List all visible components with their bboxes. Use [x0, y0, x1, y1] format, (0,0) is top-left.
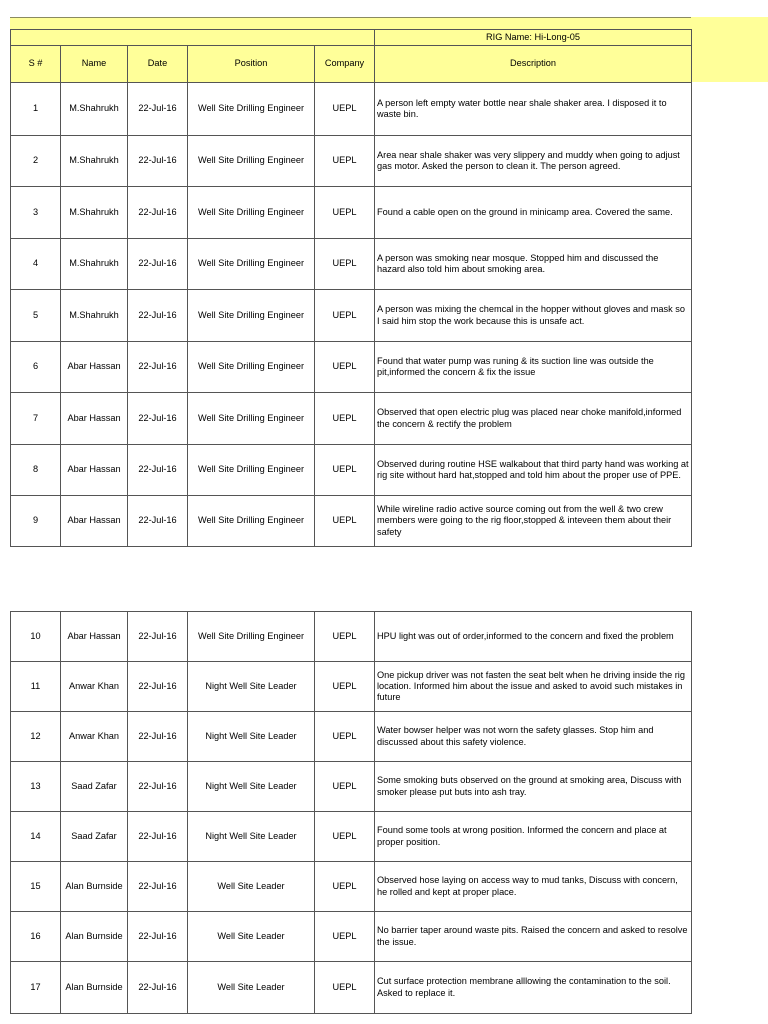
cell-date: 22-Jul-16: [128, 136, 188, 187]
cell-company: UEPL: [315, 962, 375, 1014]
cell-sno: 11: [11, 662, 61, 712]
col-header-sno: S #: [11, 46, 61, 83]
cell-sno: 17: [11, 962, 61, 1014]
cell-name: Saad Zafar: [61, 812, 128, 862]
table-row: [11, 239, 692, 290]
cell-company: UEPL: [315, 445, 375, 496]
rig-name: RIG Name: Hi-Long-05: [375, 30, 692, 46]
cell-description: Found some tools at wrong position. Informed the concern and place at proper position.: [375, 812, 692, 862]
col-header-date: Date: [128, 46, 188, 83]
cell-sno: 7: [11, 393, 61, 445]
cell-description: While wireline radio active source coming out from the well & two crew members were going to the rig floor,stopped & inteveen them about their safety: [375, 496, 692, 547]
cell-position: Well Site Leader: [188, 862, 315, 912]
cell-sno: 2: [11, 136, 61, 187]
cell-sno: 10: [11, 612, 61, 662]
cell-company: UEPL: [315, 762, 375, 812]
table-row: [11, 445, 692, 496]
cell-sno: 13: [11, 762, 61, 812]
cell-sno: 12: [11, 712, 61, 762]
cell-date: 22-Jul-16: [128, 342, 188, 393]
cell-company: UEPL: [315, 812, 375, 862]
cell-description: Found a cable open on the ground in minicamp area. Covered the same.: [375, 187, 692, 239]
cell-description: Observed hose laying on access way to mud tanks, Discuss with concern, he rolled and kept at proper place.: [375, 862, 692, 912]
cell-position: Well Site Drilling Engineer: [188, 290, 315, 342]
cell-date: 22-Jul-16: [128, 83, 188, 136]
table-row: [11, 962, 692, 1014]
cell-date: 22-Jul-16: [128, 187, 188, 239]
cell-company: UEPL: [315, 290, 375, 342]
cell-company: UEPL: [315, 83, 375, 136]
cell-name: Abar Hassan: [61, 612, 128, 662]
cell-sno: 3: [11, 187, 61, 239]
cell-company: UEPL: [315, 136, 375, 187]
cell-position: Well Site Drilling Engineer: [188, 239, 315, 290]
cell-company: UEPL: [315, 912, 375, 962]
cell-description: A person was smoking near mosque. Stopped him and discussed the hazard also told him about smoking area.: [375, 239, 692, 290]
cell-position: Well Site Drilling Engineer: [188, 445, 315, 496]
cell-position: Well Site Drilling Engineer: [188, 83, 315, 136]
cell-name: Anwar Khan: [61, 712, 128, 762]
cell-company: UEPL: [315, 662, 375, 712]
cell-name: Alan Burnside: [61, 912, 128, 962]
table-row: [11, 290, 692, 342]
cell-name: Anwar Khan: [61, 662, 128, 712]
col-header-company: Company: [315, 46, 375, 83]
cell-sno: 1: [11, 83, 61, 136]
table-row: [11, 762, 692, 812]
cell-sno: 6: [11, 342, 61, 393]
cell-sno: 8: [11, 445, 61, 496]
cell-date: 22-Jul-16: [128, 445, 188, 496]
table-row: [11, 342, 692, 393]
cell-date: 22-Jul-16: [128, 239, 188, 290]
cell-sno: 4: [11, 239, 61, 290]
table-row: [11, 912, 692, 962]
cell-name: Saad Zafar: [61, 762, 128, 812]
cell-description: A person left empty water bottle near shale shaker area. I disposed it to waste bin.: [375, 83, 692, 136]
table-row: [11, 187, 692, 239]
cell-date: 22-Jul-16: [128, 662, 188, 712]
col-header-position: Position: [188, 46, 315, 83]
cell-position: Well Site Drilling Engineer: [188, 187, 315, 239]
cell-description: Found that water pump was runing & its suction line was outside the pit,informed the concern & fix the issue: [375, 342, 692, 393]
cell-company: UEPL: [315, 393, 375, 445]
cell-description: HPU light was out of order,informed to the concern and fixed the problem: [375, 612, 692, 662]
cell-description: Observed that open electric plug was placed near choke manifold,informed the concern & rectify the problem: [375, 393, 692, 445]
cell-name: Abar Hassan: [61, 445, 128, 496]
table-row: [11, 83, 692, 136]
cell-position: Well Site Drilling Engineer: [188, 393, 315, 445]
table-row: [11, 496, 692, 547]
rig-header-blank: [11, 30, 375, 46]
cell-name: Abar Hassan: [61, 496, 128, 547]
table-row: [11, 612, 692, 662]
cell-date: 22-Jul-16: [128, 290, 188, 342]
cell-date: 22-Jul-16: [128, 962, 188, 1014]
col-header-name: Name: [61, 46, 128, 83]
cell-name: Alan Burnside: [61, 962, 128, 1014]
cell-name: M.Shahrukh: [61, 136, 128, 187]
cell-position: Well Site Leader: [188, 962, 315, 1014]
cell-date: 22-Jul-16: [128, 762, 188, 812]
cell-position: Well Site Drilling Engineer: [188, 342, 315, 393]
cell-sno: 14: [11, 812, 61, 862]
cell-description: No barrier taper around waste pits. Raised the concern and asked to resolve the issue.: [375, 912, 692, 962]
cell-name: Abar Hassan: [61, 342, 128, 393]
table-row: [11, 862, 692, 912]
cell-sno: 16: [11, 912, 61, 962]
cell-position: Well Site Drilling Engineer: [188, 496, 315, 547]
cell-description: Water bowser helper was not worn the safety glasses. Stop him and discussed about this safety violence.: [375, 712, 692, 762]
header-band-border: [10, 17, 691, 18]
cell-company: UEPL: [315, 496, 375, 547]
cell-description: Observed during routine HSE walkabout that third party hand was working at rig site without hard hat,stopped and told him about the proper use of PPE.: [375, 445, 692, 496]
cell-position: Night Well Site Leader: [188, 712, 315, 762]
cell-position: Night Well Site Leader: [188, 662, 315, 712]
header-row: [11, 46, 692, 83]
cell-description: Area near shale shaker was very slippery and muddy when going to adjust gas motor. Asked the person to clean it. The person agreed.: [375, 136, 692, 187]
cell-date: 22-Jul-16: [128, 496, 188, 547]
cell-sno: 9: [11, 496, 61, 547]
cell-sno: 5: [11, 290, 61, 342]
cell-name: M.Shahrukh: [61, 83, 128, 136]
cell-company: UEPL: [315, 862, 375, 912]
cell-date: 22-Jul-16: [128, 812, 188, 862]
table-row: [11, 136, 692, 187]
cell-company: UEPL: [315, 187, 375, 239]
observation-table-top: [10, 29, 692, 547]
cell-description: A person was mixing the chemcal in the hopper without gloves and mask so I said him stop the work because this is unsafe act.: [375, 290, 692, 342]
cell-date: 22-Jul-16: [128, 612, 188, 662]
cell-company: UEPL: [315, 239, 375, 290]
cell-position: Night Well Site Leader: [188, 762, 315, 812]
table-row: [11, 662, 692, 712]
cell-name: M.Shahrukh: [61, 239, 128, 290]
cell-date: 22-Jul-16: [128, 862, 188, 912]
observation-table-bottom: [10, 611, 692, 1014]
cell-sno: 15: [11, 862, 61, 912]
table-row: [11, 712, 692, 762]
cell-position: Well Site Leader: [188, 912, 315, 962]
cell-company: UEPL: [315, 342, 375, 393]
cell-position: Well Site Drilling Engineer: [188, 136, 315, 187]
table-row: [11, 393, 692, 445]
cell-description: Some smoking buts observed on the ground at smoking area, Discuss with smoker please put buts into ash tray.: [375, 762, 692, 812]
cell-description: One pickup driver was not fasten the seat belt when he driving inside the rig location. Informed him about the issue and asked to avoid such mistakes in future: [375, 662, 692, 712]
cell-name: M.Shahrukh: [61, 187, 128, 239]
cell-date: 22-Jul-16: [128, 912, 188, 962]
cell-company: UEPL: [315, 612, 375, 662]
cell-position: Night Well Site Leader: [188, 812, 315, 862]
cell-company: UEPL: [315, 712, 375, 762]
cell-name: Alan Burnside: [61, 862, 128, 912]
cell-name: M.Shahrukh: [61, 290, 128, 342]
cell-name: Abar Hassan: [61, 393, 128, 445]
table-row: [11, 812, 692, 862]
col-header-description: Description: [375, 46, 692, 83]
cell-description: Cut surface protection membrane alllowing the contamination to the soil. Asked to replace it.: [375, 962, 692, 1014]
cell-position: Well Site Drilling Engineer: [188, 612, 315, 662]
cell-date: 22-Jul-16: [128, 712, 188, 762]
cell-date: 22-Jul-16: [128, 393, 188, 445]
